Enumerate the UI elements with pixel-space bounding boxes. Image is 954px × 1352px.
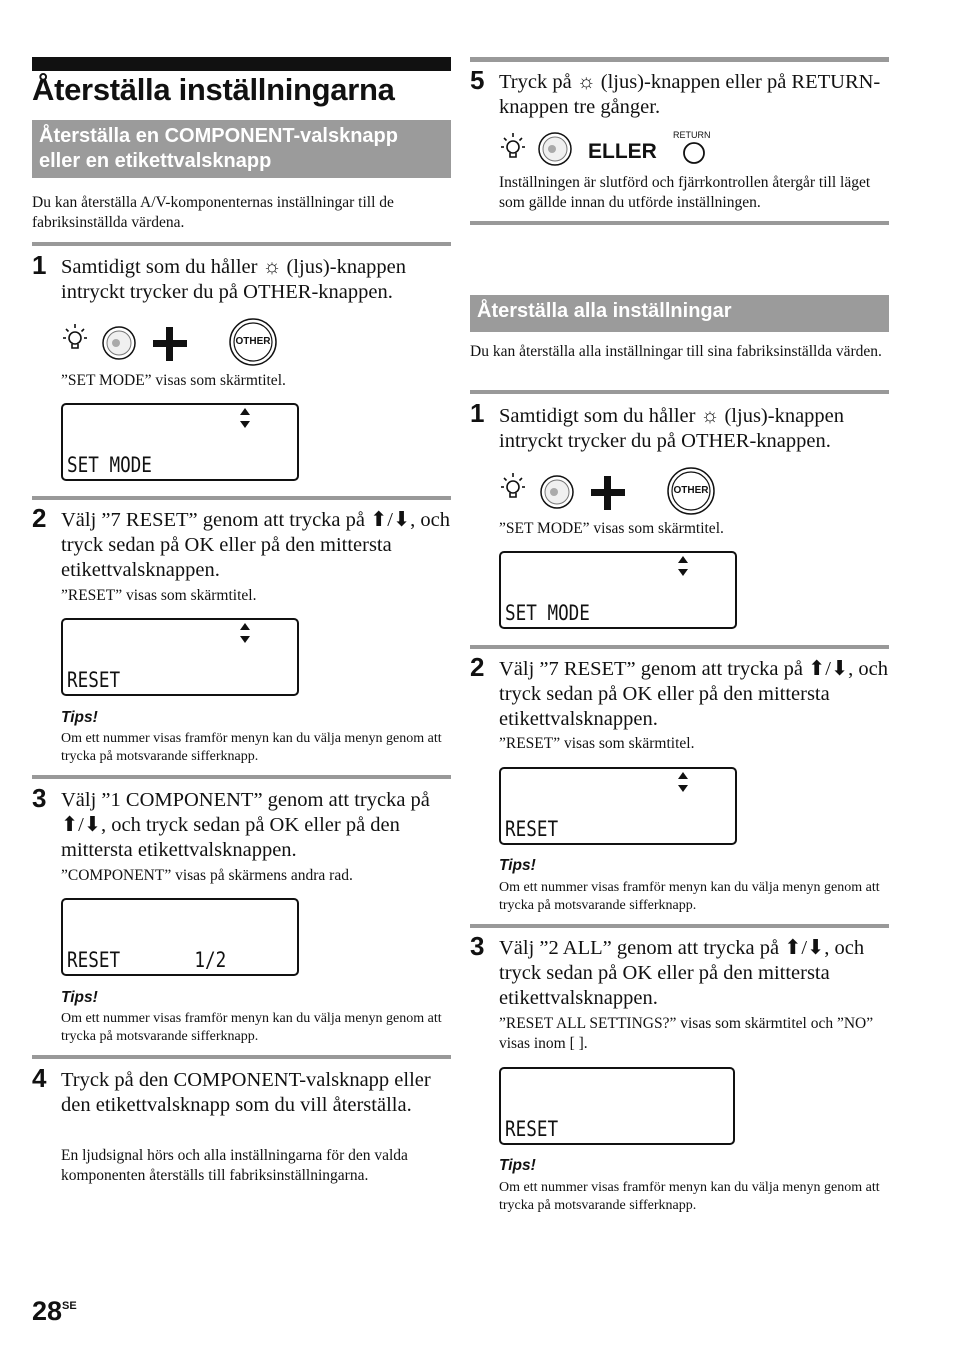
intro-all: Du kan återställa alla inställningar till sina fabriksinställda värden. [470,343,882,360]
round-button-icon [539,133,571,165]
step-divider [32,1055,451,1059]
step-note: Inställningen är slutförd och fjärrkontrollen återgår till läget som gällde innan du utförde inställningen. [499,174,871,211]
step-number: 4 [32,1063,47,1093]
page-number [32,1296,77,1327]
step-text: Välj ”7 RESET” genom att trycka på ⬆/⬇, och tryck sedan på OK eller på den mittersta etikettvalsknappen. [499,658,889,730]
lcd-display-reset [499,767,737,845]
step-text: Välj ”1 COMPONENT” genom att trycka på ⬆/⬇, och tryck sedan på OK eller på den mittersta etikettvalsknappen. [61,789,430,861]
other-button-label: OTHER [673,485,709,496]
step-note: ”RESET” visas som skärmtitel. [61,587,257,604]
step-text: Välj ”2 ALL” genom att trycka på ⬆/⬇, och tryck sedan på OK eller på den mittersta etikettvalsknappen. [499,937,865,1009]
tips-heading: Tips! [61,989,98,1006]
lcd-display-reset-all [499,1067,735,1145]
light-icon [63,324,87,348]
step-text: Samtidigt som du håller ☼ (ljus)-knappen intryckt trycker du på OTHER-knappen. [61,256,407,303]
step-text: Tryck på ☼ (ljus)-knappen eller på RETURN-knappen tre gånger. [499,71,881,118]
up-down-arrow-icon [677,771,689,793]
light-plus-other-icons [61,318,291,368]
tips-heading: Tips! [499,857,536,874]
intro-component: Du kan återställa A/V-komponenternas inställningar till de fabriksinställda värdena. [32,194,394,231]
return-button-icon [679,138,709,168]
section-heading-component: Återställa en COMPONENT-valsknapp eller en etikettvalsknapp [32,120,451,178]
section-heading-all: Återställa alla inställningar [470,295,889,332]
step-divider [32,242,451,246]
lcd-line: SET MODE [505,601,590,626]
up-down-arrow-icon [239,407,251,429]
step-number: 1 [32,250,47,280]
tips-text: Om ett nummer visas framför menyn kan du välja menyn genom att trycka på motsvarande sifferknapp. [61,1011,442,1044]
tips-text: Om ett nummer visas framför menyn kan du välja menyn genom att trycka på motsvarande sifferknapp. [499,1180,880,1213]
tips-heading: Tips! [61,709,98,726]
title-bar [32,57,451,71]
tips-heading: Tips! [499,1157,536,1174]
step-divider [470,390,889,394]
step-text: Samtidigt som du håller ☼ (ljus)-knappen intryckt trycker du på OTHER-knappen. [499,405,845,452]
step-number: 2 [32,503,47,533]
round-button-icon [541,476,573,508]
step-number: 1 [470,398,485,428]
plus-icon [153,327,187,361]
up-down-arrow-icon [677,555,689,577]
lcd-display-set-mode [61,403,299,481]
or-label: ELLER [588,140,657,163]
step-text: Tryck på den COMPONENT-valsknapp eller den etikettvalsknapp som du vill återställa. [61,1069,431,1116]
page-title: Återställa inställningarna [32,72,395,107]
round-button-icon [103,327,135,359]
step-divider [32,496,451,500]
step-number: 5 [470,65,485,95]
step-note: ”COMPONENT” visas på skärmens andra rad. [61,867,353,884]
lcd-line: RESET [505,817,559,842]
lcd-display-reset [61,618,299,696]
page-number-suffix: SE [62,1300,77,1312]
tips-text: Om ett nummer visas framför menyn kan du välja menyn genom att trycka på motsvarande sifferknapp. [499,880,880,913]
step-divider [470,57,889,62]
step-number: 3 [32,783,47,813]
tips-text: Om ett nummer visas framför menyn kan du välja menyn genom att trycka på motsvarande sifferknapp. [61,731,442,764]
lcd-display-component [61,898,299,976]
plus-icon [591,476,625,510]
light-icon [501,133,525,157]
step-number: 2 [470,652,485,682]
lcd-line: RESET [67,668,121,693]
lcd-line: SET MODE [67,453,152,478]
lcd-line: RESET [505,1117,559,1142]
step-divider [470,645,889,649]
lcd-display-set-mode [499,551,737,629]
other-button-label: OTHER [235,336,271,347]
step-divider [470,924,889,928]
step-number: 3 [470,931,485,961]
light-plus-other-icons [499,467,729,517]
step-note: ”SET MODE” visas som skärmtitel. [61,372,286,389]
light-or-return-icons [499,128,729,174]
step-divider [470,221,889,225]
step-divider [32,775,451,779]
step-note: ”RESET” visas som skärmtitel. [499,735,695,752]
return-label: RETURN [673,130,711,140]
step-text: Välj ”7 RESET” genom att trycka på ⬆/⬇, och tryck sedan på OK eller på den mittersta etikettvalsknappen. [61,509,451,581]
page-number-value: 28 [32,1296,63,1326]
step-note: ”SET MODE” visas som skärmtitel. [499,520,724,537]
step-note: ”RESET ALL SETTINGS?” visas som skärmtitel och ”NO” visas inom [ ]. [499,1015,874,1052]
lcd-line: RESET 1/2 [67,948,227,973]
light-icon [501,473,525,497]
up-down-arrow-icon [239,622,251,644]
step-note: En ljudsignal hörs och alla inställningarna för den valda komponenten återställs till fabriksinställningarna. [61,1147,408,1184]
